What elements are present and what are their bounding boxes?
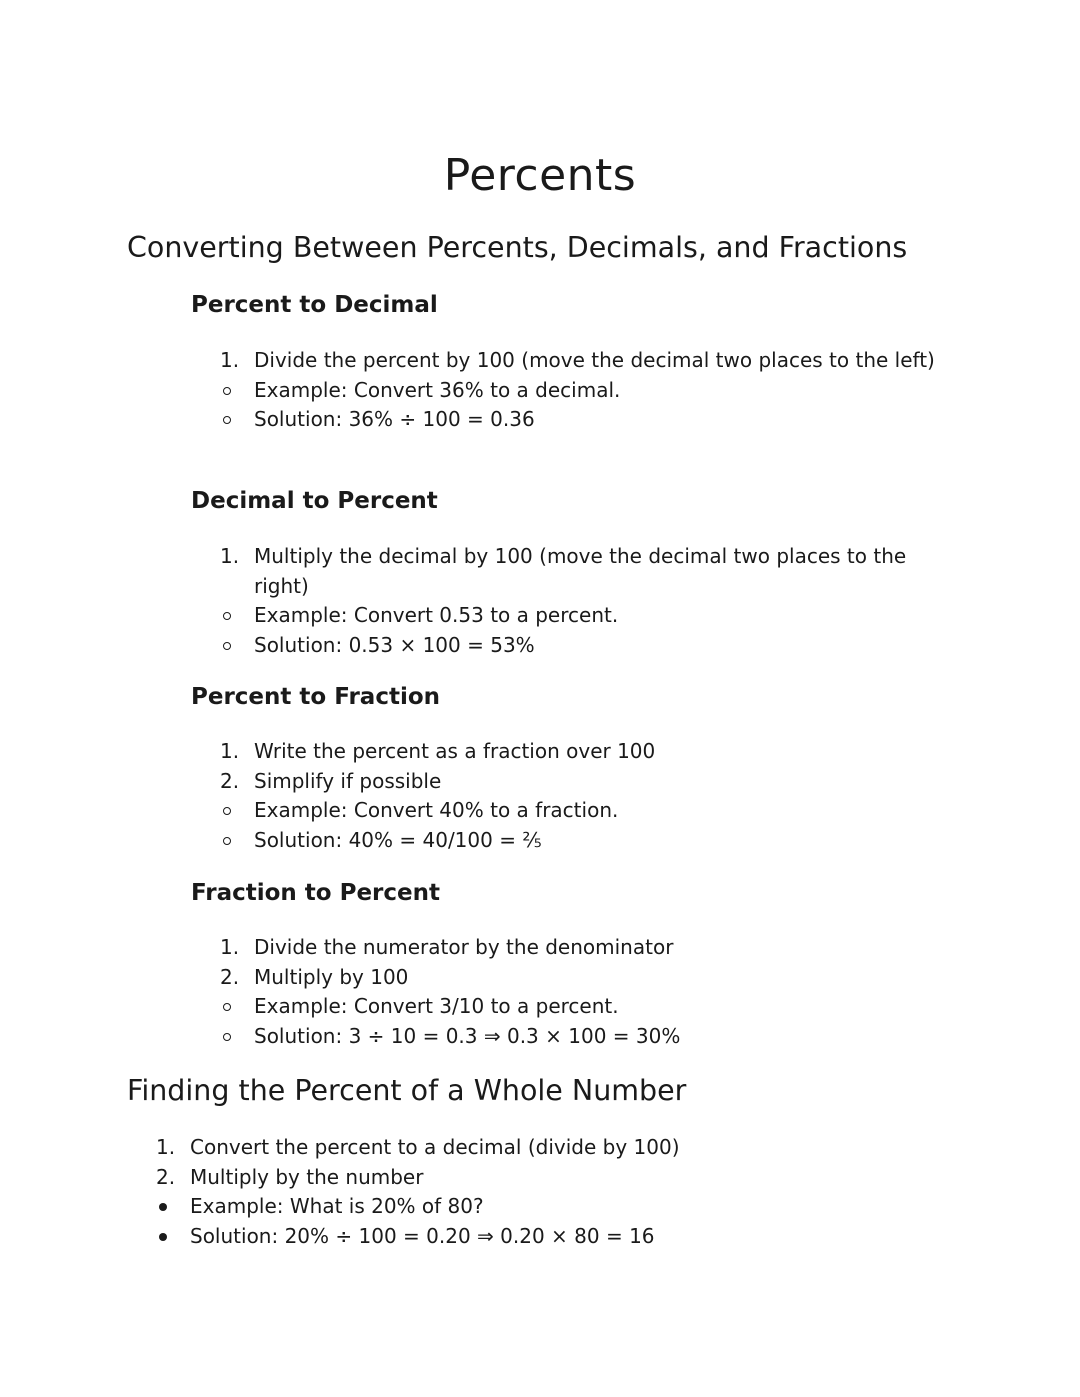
- list-item-text: Example: Convert 36% to a decimal.: [254, 377, 621, 402]
- list-item: [221, 767, 961, 797]
- list-item-text: Convert the percent to a decimal (divide by 100): [190, 1135, 680, 1159]
- list-item: [221, 346, 961, 376]
- list-item: [221, 933, 961, 963]
- subsection-heading-fraction-to-percent: Fraction to Percent: [191, 880, 441, 906]
- list-item: [157, 1222, 917, 1252]
- list-item-text: Solution: 3 ÷ 10 = 0.3 ⇒ 0.3 × 100 = 30%: [254, 1024, 681, 1049]
- percent-to-decimal-list: [221, 346, 961, 435]
- subsection-heading-percent-to-fraction: Percent to Fraction: [191, 684, 441, 710]
- list-item: [157, 1133, 917, 1163]
- list-item: [221, 405, 961, 435]
- list-item-text: Solution: 0.53 × 100 = 53%: [254, 633, 535, 658]
- subsection-heading-percent-to-decimal: Percent to Decimal: [191, 292, 438, 318]
- list-item: [221, 376, 961, 406]
- section-heading-percent-of-whole: Finding the Percent of a Whole Number: [127, 1074, 687, 1107]
- list-number: 2.: [156, 1164, 176, 1189]
- list-number: 1.: [220, 739, 240, 763]
- list-item-text: Divide the numerator by the denominator: [254, 935, 674, 959]
- list-item: [221, 992, 961, 1022]
- list-number: 1.: [156, 1135, 176, 1159]
- list-number: 1.: [220, 935, 240, 959]
- list-item: [157, 1192, 917, 1222]
- list-item-text: Solution: 20% ÷ 100 = 0.20 ⇒ 0.20 × 80 = 16: [190, 1224, 655, 1249]
- list-number: 2.: [220, 964, 240, 989]
- list-item-text: Solution: 36% ÷ 100 = 0.36: [254, 407, 535, 432]
- section-heading-converting: Converting Between Percents, Decimals, and Fractions: [127, 231, 908, 264]
- list-item-text: Write the percent as a fraction over 100: [254, 739, 656, 763]
- list-item: [221, 1022, 961, 1052]
- list-item: [221, 601, 961, 631]
- list-item: [221, 826, 961, 856]
- list-item: [221, 796, 961, 826]
- list-item-text: Multiply by 100: [254, 964, 409, 989]
- list-item: [221, 542, 961, 601]
- list-item: [221, 737, 961, 767]
- list-number: 1.: [220, 348, 240, 372]
- list-item-text: Simplify if possible: [254, 768, 442, 793]
- list-item-text: Example: Convert 0.53 to a percent.: [254, 603, 619, 628]
- fraction-to-percent-list: [221, 933, 961, 1052]
- percent-of-whole-list: [157, 1133, 917, 1252]
- list-item-text: Divide the percent by 100 (move the decimal two places to the left): [254, 348, 935, 372]
- decimal-to-percent-list: [221, 542, 961, 661]
- list-number: 2.: [220, 768, 240, 793]
- subsection-heading-decimal-to-percent: Decimal to Percent: [191, 488, 438, 514]
- page-title: Percents: [443, 150, 637, 201]
- list-item-text: Example: Convert 3/10 to a percent.: [254, 994, 619, 1019]
- percent-to-fraction-list: [221, 737, 961, 856]
- list-item-text: Solution: 40% = 40/100 = ⅖: [254, 828, 542, 853]
- list-item-text: Example: What is 20% of 80?: [190, 1194, 484, 1219]
- list-number: 1.: [220, 544, 240, 568]
- list-item: [221, 631, 961, 661]
- list-item: [157, 1163, 917, 1193]
- list-item-text: Example: Convert 40% to a fraction.: [254, 798, 619, 823]
- list-item: [221, 963, 961, 993]
- list-item-text: Multiply by the number: [190, 1164, 424, 1189]
- list-item-text: Multiply the decimal by 100 (move the decimal two places to the right): [254, 544, 907, 598]
